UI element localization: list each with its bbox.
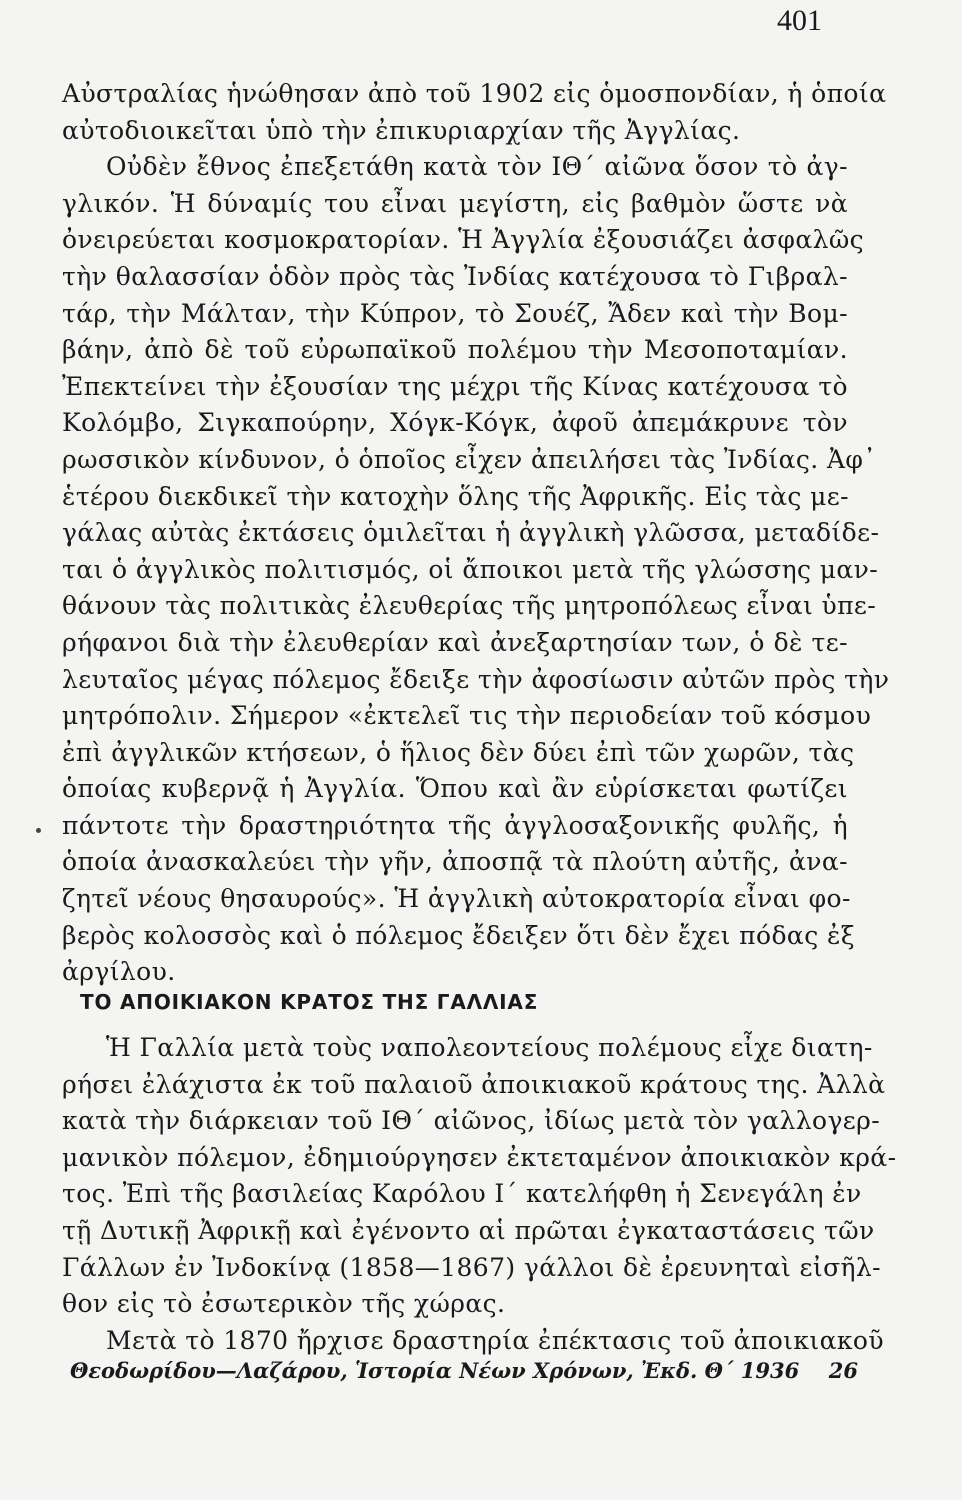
text-line: ρήσει ἐλάχιστα ἐκ τοῦ παλαιοῦ ἀποικιακοῦ κράτους της. Ἀλλὰ bbox=[62, 1069, 886, 1099]
text-line: βερὸς κολοσσὸς καὶ ὁ πόλεμος ἔδειξεν ὅτι δὲν ἔχει πόδας ἐξ bbox=[62, 920, 855, 950]
text-line: ρήφανοι διὰ τὴν ἐλευθερίαν καὶ ἀνεξαρτησίαν των, ὁ δὲ τε- bbox=[62, 627, 848, 657]
text-line: ἐπὶ ἀγγλικῶν κτήσεων, ὁ ἥλιος δὲν δύει ἐπὶ τῶν χωρῶν, τὰς bbox=[62, 737, 855, 767]
text-line: ρωσσικὸν κίνδυνον, ὁ ὁποῖος εἶχεν ἀπειλήσει τὰς Ἰνδίας. Ἀφ᾽ bbox=[62, 444, 877, 474]
text-line: κατὰ τὴν διάρκειαν τοῦ ΙΘ΄ αἰῶνος, ἰδίως μετὰ τὸν γαλλογερ- bbox=[62, 1106, 881, 1136]
print-speck bbox=[36, 828, 41, 833]
page-number: 401 bbox=[777, 4, 822, 37]
text-line: Κολόμβο, Σιγκαπούρην, Χόγκ-Κόγκ, ἀφοῦ ἀπεμάκρυνε τὸν bbox=[62, 408, 848, 438]
page-footer bbox=[70, 1358, 858, 1383]
text-line: ὁποία ἀνασκαλεύει τὴν γῆν, ἀποσπᾷ τὰ πλούτη αὐτῆς, ἀνα- bbox=[62, 847, 848, 877]
text-line: Γάλλων ἐν Ἰνδοκίνᾳ (1858—1867) γάλλοι δὲ ἐρευνηταὶ εἰσῆλ- bbox=[62, 1252, 882, 1282]
text-line: ὁποίας κυβερνᾷ ἡ Ἀγγλία. Ὅπου καὶ ἂν εὑρίσκεται φωτίζει bbox=[62, 774, 848, 804]
text-line: μανικὸν πόλεμον, ἐδημιούργησεν ἐκτεταμένον ἀποικιακὸν κρά- bbox=[62, 1142, 897, 1172]
section-heading: ΤΟ ΑΠΟΙΚΙΑΚΟΝ ΚΡΑΤΟΣ ΤΗΣ ΓΑΛΛΙΑΣ bbox=[80, 990, 539, 1014]
text-line: ἀργίλου. bbox=[62, 957, 176, 987]
signature-number: 26 bbox=[828, 1358, 858, 1383]
text-line: αὐτοδιοικεῖται ὑπὸ τὴν ἐπικυριαρχίαν τῆς Ἀγγλίας. bbox=[62, 115, 741, 145]
text-line: Αὐστραλίας ἡνώθησαν ἀπὸ τοῦ 1902 εἰς ὁμοσπονδίαν, ἡ ὁποία bbox=[62, 79, 887, 108]
paragraph-french-empire bbox=[62, 1030, 897, 1359]
text-line: μητρόπολιν. Σήμερον «ἐκτελεῖ τις τὴν περιοδείαν τοῦ κόσμου bbox=[62, 701, 872, 731]
text-line: τὴν θαλασσίαν ὁδὸν πρὸς τὰς Ἰνδίας κατέχουσα τὸ Γιβραλ- bbox=[62, 261, 848, 291]
text-line: Μετὰ τὸ 1870 ἤρχισε δραστηρία ἐπέκτασις τοῦ ἀποικιακοῦ bbox=[106, 1325, 884, 1355]
paragraph-british-empire bbox=[62, 76, 890, 991]
text-line: ὀνειρεύεται κοσμοκρατορίαν. Ἡ Ἀγγλία ἐξουσιάζει ἀσφαλῶς bbox=[62, 225, 865, 255]
text-line: πάντοτε τὴν δραστηριότητα τῆς ἀγγλοσαξονικῆς φυλῆς, ἡ bbox=[62, 810, 848, 840]
text-line: Οὐδὲν ἔθνος ἐπεξετάθη κατὰ τὸν ΙΘ΄ αἰῶνα ὅσον τὸ ἀγ- bbox=[106, 152, 848, 182]
text-line: θάνουν τὰς πολιτικὰς ἐλευθερίας τῆς μητροπόλεως εἶναι ὑπε- bbox=[62, 591, 877, 621]
text-line: τάρ, τὴν Μάλταν, τὴν Κύπρον, τὸ Σουέζ, Ἄδεν καὶ τὴν Βομ- bbox=[62, 298, 848, 328]
text-line: ται ὁ ἀγγλικὸς πολιτισμός, οἱ ἄποικοι μετὰ τῆς γλώσσης μαν- bbox=[62, 554, 879, 584]
text-line: Ἐπεκτείνει τὴν ἐξουσίαν της μέχρι τῆς Κίνας κατέχουσα τὸ bbox=[62, 371, 848, 401]
text-line: λευταῖος μέγας πόλεμος ἔδειξε τὴν ἀφοσίωσιν αὐτῶν πρὸς τὴν bbox=[62, 664, 890, 694]
text-line: θον εἰς τὸ ἐσωτερικὸν τῆς χώρας. bbox=[62, 1289, 506, 1319]
text-line: τος. Ἐπὶ τῆς βασιλείας Καρόλου Ι΄ κατελήφθη ἡ Σενεγάλη ἐν bbox=[62, 1179, 862, 1209]
text-line: ἑτέρου διεκδικεῖ τὴν κατοχὴν ὅλης τῆς Ἀφρικῆς. Εἰς τὰς με- bbox=[62, 481, 849, 511]
footer-citation: Θεοδωρίδου—Λαζάρου, Ἱστορία Νέων Χρόνων, Ἐκδ. Θ΄ 1936 bbox=[70, 1358, 800, 1383]
text-line: ζητεῖ νέους θησαυρούς». Ἡ ἀγγλικὴ αὐτοκρατορία εἶναι φο- bbox=[62, 884, 851, 914]
text-line: γάλας αὐτὰς ἐκτάσεις ὁμιλεῖται ἡ ἀγγλικὴ γλῶσσα, μεταδίδε- bbox=[62, 518, 880, 548]
text-line: γλικόν. Ἡ δύναμίς του εἶναι μεγίστη, εἰς βαθμὸν ὥστε νὰ bbox=[62, 188, 848, 218]
text-line: τῇ Δυτικῇ Ἀφρικῇ καὶ ἐγένοντο αἱ πρῶται ἐγκαταστάσεις τῶν bbox=[62, 1215, 875, 1245]
text-line: βάην, ἀπὸ δὲ τοῦ εὐρωπαϊκοῦ πολέμου τὴν Μεσοποταμίαν. bbox=[62, 335, 848, 365]
text-line: Ἡ Γαλλία μετὰ τοὺς ναπολεοντείους πολέμους εἶχε διατη- bbox=[106, 1033, 873, 1062]
